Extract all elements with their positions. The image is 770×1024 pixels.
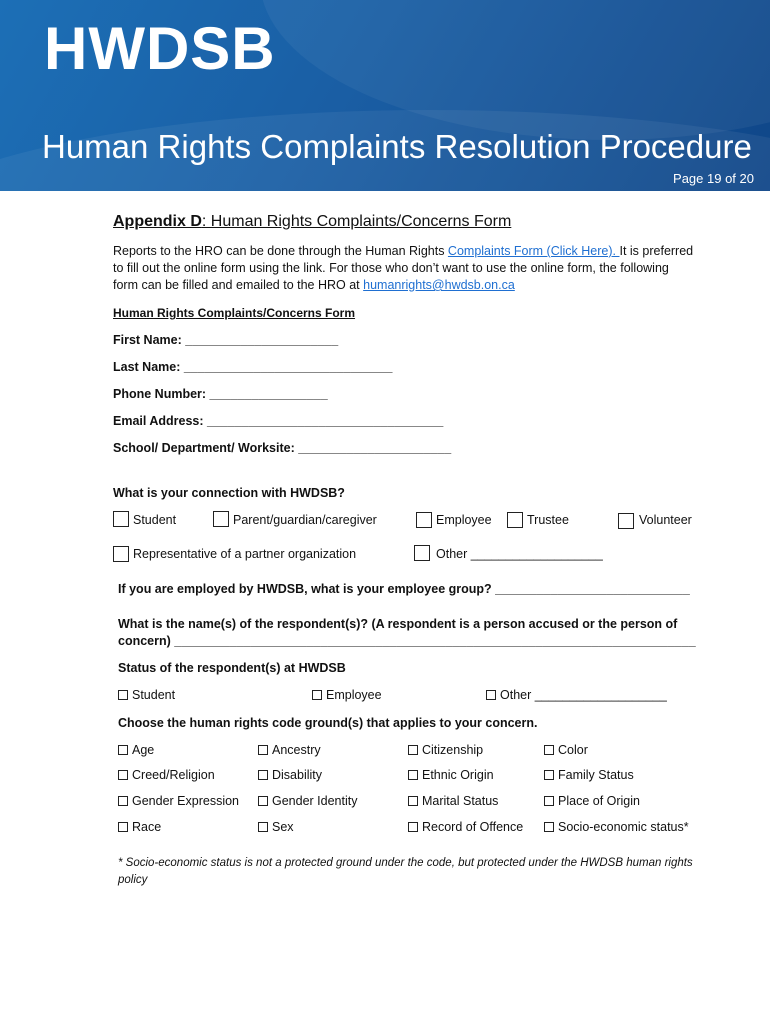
ground-label: Race — [132, 820, 162, 834]
checkbox-icon[interactable] — [544, 770, 554, 780]
connection-question: What is your connection with HWDSB? — [113, 486, 345, 500]
ground-option[interactable] — [118, 820, 161, 834]
intro-line-2: to fill out the online form using the link. For those who don’t want to use the online form, the following — [113, 261, 669, 275]
ground-label: Socio-economic status* — [558, 820, 689, 834]
checkbox-icon[interactable] — [118, 770, 128, 780]
checkbox-volunteer[interactable] — [618, 513, 634, 529]
ground-label: Ethnic Origin — [422, 768, 494, 782]
document-title: Human Rights Complaints Resolution Procedure — [42, 128, 752, 165]
appendix-heading — [113, 213, 511, 231]
checkbox-icon[interactable] — [258, 796, 268, 806]
status-other-label: Other ___________________ — [500, 688, 667, 702]
status-heading: Status of the respondent(s) at HWDSB — [118, 661, 346, 675]
status-student-label: Student — [132, 688, 176, 702]
checkbox-icon[interactable] — [408, 822, 418, 832]
status-employee-label: Employee — [326, 688, 382, 702]
ground-label: Record of Offence — [422, 820, 524, 834]
respondent-question-line-1: What is the name(s) of the respondent(s)? (A respondent is a person accused or the person of — [118, 617, 678, 631]
checkbox-icon[interactable] — [258, 770, 268, 780]
appendix-label: Appendix D — [113, 213, 202, 230]
ground-option[interactable] — [258, 743, 321, 757]
status-option-student[interactable] — [118, 688, 175, 702]
ground-label: Gender Identity — [272, 794, 358, 808]
ground-label: Ancestry — [272, 743, 321, 757]
option-trustee-label: Trustee — [527, 513, 569, 527]
hwdsb-logo: HWDSB — [44, 15, 276, 82]
checkbox-parent[interactable] — [213, 511, 229, 527]
status-option-other[interactable] — [486, 688, 667, 702]
intro-text: Reports to the HRO can be done through the Human Rights — [113, 244, 448, 258]
phone-number-field[interactable]: Phone Number: _________________ — [113, 387, 328, 401]
option-employee-label: Employee — [436, 513, 492, 527]
ground-option[interactable] — [544, 820, 689, 834]
status-option-employee[interactable] — [312, 688, 382, 702]
school-worksite-field[interactable]: School/ Department/ Worksite: ______________________ — [113, 441, 452, 455]
ground-option[interactable] — [118, 743, 154, 757]
checkbox-icon[interactable] — [258, 745, 268, 755]
ground-label: Disability — [272, 768, 323, 782]
ground-option[interactable] — [118, 768, 215, 782]
ground-label: Marital Status — [422, 794, 499, 808]
intro-line-3 — [113, 278, 515, 292]
page-header — [0, 0, 770, 191]
ground-option[interactable] — [258, 794, 357, 808]
ground-label: Gender Expression — [132, 794, 240, 808]
ground-option[interactable] — [258, 820, 294, 834]
intro-line-1 — [113, 244, 693, 258]
checkbox-icon[interactable] — [544, 745, 554, 755]
checkbox-employee[interactable] — [416, 512, 432, 528]
ground-label: Age — [132, 743, 155, 757]
ground-option[interactable] — [544, 768, 634, 782]
complaints-form-link[interactable]: Complaints Form (Click Here). — [447, 244, 620, 258]
option-partner-rep-label: Representative of a partner organization — [133, 547, 357, 561]
form-heading: Human Rights Complaints/Concerns Form — [113, 306, 356, 320]
page-number: Page 19 of 20 — [673, 171, 754, 186]
ground-option[interactable] — [408, 768, 494, 782]
option-parent-label: Parent/guardian/caregiver — [233, 513, 377, 527]
checkbox-other[interactable] — [414, 545, 430, 561]
checkbox-icon[interactable] — [408, 745, 418, 755]
checkbox-icon[interactable] — [486, 690, 496, 700]
first-name-field[interactable]: First Name: ______________________ — [113, 333, 339, 347]
checkbox-icon[interactable] — [544, 796, 554, 806]
appendix-title: : Human Rights Complaints/Concerns Form — [201, 213, 512, 230]
option-student-label: Student — [133, 513, 177, 527]
ground-label: Creed/Religion — [132, 768, 215, 782]
ground-option[interactable] — [258, 768, 322, 782]
checkbox-icon[interactable] — [408, 796, 418, 806]
ground-label: Citizenship — [422, 743, 484, 757]
intro-text: It is preferred — [619, 244, 694, 258]
checkbox-trustee[interactable] — [507, 512, 523, 528]
ground-option[interactable] — [408, 820, 523, 834]
last-name-field[interactable]: Last Name: ______________________________ — [113, 360, 393, 374]
intro-text: form can be filled and emailed to the HRO at — [113, 278, 364, 292]
ground-option[interactable] — [408, 794, 498, 808]
ground-option[interactable] — [544, 794, 640, 808]
checkbox-icon[interactable] — [258, 822, 268, 832]
ground-option[interactable] — [544, 743, 588, 757]
employee-group-field[interactable]: If you are employed by HWDSB, what is your employee group? ____________________________ — [118, 582, 690, 596]
option-other-label[interactable]: Other ___________________ — [436, 547, 603, 561]
checkbox-icon[interactable] — [408, 770, 418, 780]
checkbox-student[interactable] — [113, 511, 129, 527]
ground-option[interactable] — [408, 743, 483, 757]
footnote: * Socio-economic status is not a protected ground under the code, but protected under the HWDSB human rights policy — [118, 857, 693, 886]
ground-label: Place of Origin — [558, 794, 640, 808]
grounds-heading: Choose the human rights code ground(s) that applies to your concern. — [118, 716, 538, 730]
ground-label: Color — [558, 743, 588, 757]
checkbox-icon[interactable] — [118, 745, 128, 755]
checkbox-icon[interactable] — [312, 690, 322, 700]
ground-label: Sex — [272, 820, 294, 834]
checkbox-icon[interactable] — [544, 822, 554, 832]
email-address-field[interactable]: Email Address: __________________________________ — [113, 414, 444, 428]
checkbox-icon[interactable] — [118, 796, 128, 806]
ground-label: Family Status — [558, 768, 634, 782]
option-volunteer-label: Volunteer — [639, 513, 692, 527]
respondent-name-field[interactable]: concern) ___________________________________________________________________________ — [118, 634, 696, 648]
checkbox-partner-rep[interactable] — [113, 546, 129, 562]
ground-option[interactable] — [118, 794, 239, 808]
checkbox-icon[interactable] — [118, 822, 128, 832]
hro-email-link[interactable]: humanrights@hwdsb.on.ca — [363, 278, 515, 292]
checkbox-icon[interactable] — [118, 690, 128, 700]
